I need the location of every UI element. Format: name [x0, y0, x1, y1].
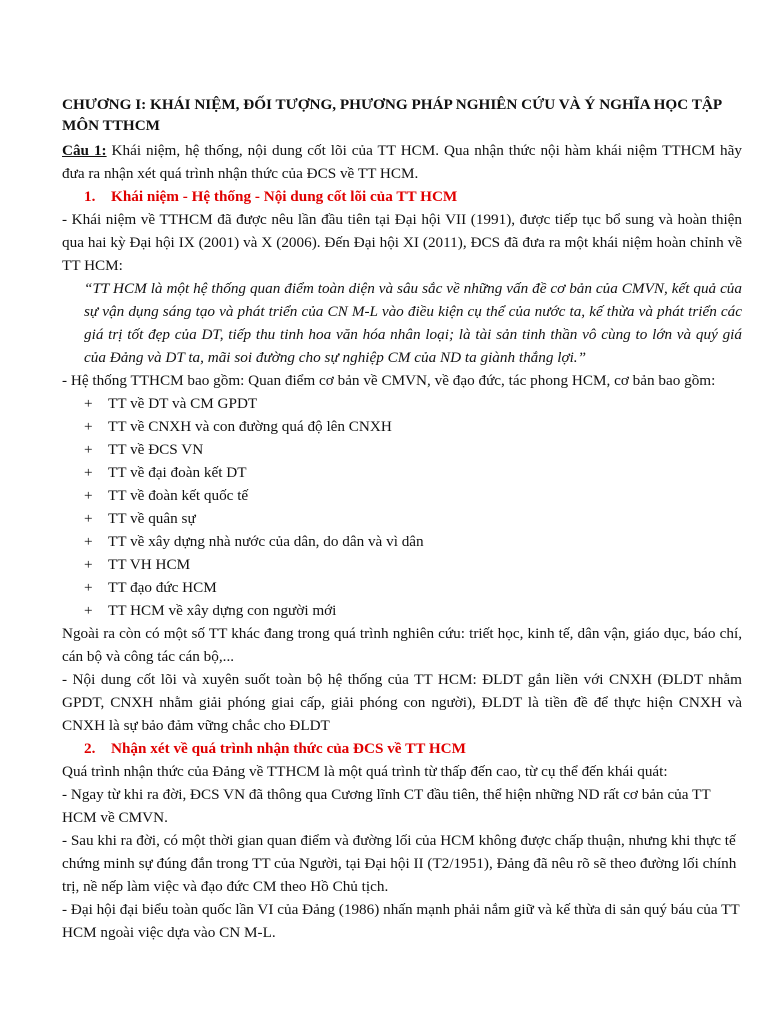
list-item	[62, 461, 742, 484]
other-topics-paragraph: Ngoài ra còn có một số TT khác đang trong quá trình nghiên cứu: triết học, kinh tế, dân vận, giáo dục, báo chí, cán bộ và công tác cán bộ,...	[62, 625, 742, 665]
bullet-symbol: +	[84, 395, 93, 412]
section-2-title: Nhận xét về quá trình nhận thức của ĐCS về TT HCM	[111, 740, 466, 757]
topic-list	[62, 392, 742, 622]
list-item	[62, 392, 742, 415]
topic-text: TT về đoàn kết quốc tế	[108, 487, 249, 504]
bullet-symbol: +	[84, 464, 93, 481]
topic-text: TT đạo đức HCM	[108, 579, 217, 596]
concept-definition-quote: “TT HCM là một hệ thống quan điểm toàn diện và sâu sắc về những vấn đề cơ bản của CMVN, kết quả của sự vận dụng sáng tạo và phát triển của CN M-L vào điều kiện cụ thể của nước ta, kế thừa và phát triển các giá trị tốt đẹp của DT, tiếp thu tinh hoa văn hóa nhân loại; là tài sản tinh thần vô cùng to lớn và quý giá của Đảng và DT ta, mãi soi đường cho sự nghiệp CM của ND ta giành thắng lợi.”	[84, 280, 742, 366]
section-2-heading	[62, 737, 742, 760]
chapter-title: CHƯƠNG I: KHÁI NIỆM, ĐỐI TƯỢNG, PHƯƠNG PHÁP NGHIÊN CỨU VÀ Ý NGHĨA HỌC TẬP MÔN TTHCM	[62, 96, 722, 134]
list-item	[62, 438, 742, 461]
concept-intro: - Khái niệm về TTHCM đã được nêu lần đầu tiên tại Đại hội VII (1991), được tiếp tục bổ sung và hoàn thiện qua hai kỳ Đại hội IX (2001) và X (2006). Đến Đại hội XI (2011), ĐCS đã đưa ra một khái niệm hoàn chỉnh về TT HCM:	[62, 211, 742, 274]
section-2-number: 2.	[84, 740, 96, 757]
assessment-point: - Đại hội đại biểu toàn quốc lần VI của Đảng (1986) nhấn mạnh phải nắm giữ và kế thừa di sản quý báu của TT HCM ngoài việc dựa vào CN M-L.	[62, 901, 740, 941]
core-content-paragraph: - Nội dung cốt lõi và xuyên suốt toàn bộ hệ thống của TT HCM: ĐLDT gắn liền với CNXH (ĐLDT nhằm GPDT, CNXH nhằm giải phóng giai cấp, giải phóng con người), ĐLDT là tiền đề để thực hiện CNXH và CNXH là sự bảo đảm vững chắc cho ĐLDT	[62, 671, 742, 734]
question-1	[62, 139, 742, 185]
list-item	[62, 507, 742, 530]
topic-text: TT HCM về xây dựng con người mới	[108, 602, 337, 619]
bullet-symbol: +	[84, 487, 93, 504]
bullet-symbol: +	[84, 418, 93, 435]
assessment-intro: Quá trình nhận thức của Đảng về TTHCM là một quá trình từ thấp đến cao, từ cụ thể đến khái quát:	[62, 763, 668, 780]
list-item	[62, 530, 742, 553]
bullet-symbol: +	[84, 579, 93, 596]
topic-text: TT về quân sự	[108, 510, 196, 527]
bullet-symbol: +	[84, 510, 93, 527]
list-item	[62, 415, 742, 438]
list-item	[62, 553, 742, 576]
topic-text: TT về xây dựng nhà nước của dân, do dân và vì dân	[108, 533, 424, 550]
question-label: Câu 1:	[62, 142, 107, 159]
question-text: Khái niệm, hệ thống, nội dung cốt lõi của TT HCM. Qua nhận thức nội hàm khái niệm TTHCM hãy đưa ra nhận xét quá trình nhận thức của ĐCS về TT HCM.	[62, 142, 742, 182]
bullet-symbol: +	[84, 602, 93, 619]
system-intro: - Hệ thống TTHCM bao gồm: Quan điểm cơ bản về CMVN, về đạo đức, tác phong HCM, cơ bản bao gồm:	[62, 372, 716, 389]
assessment-point: - Ngay từ khi ra đời, ĐCS VN đã thông qua Cương lĩnh CT đầu tiên, thể hiện những ND rất cơ bản của TT HCM về CMVN.	[62, 786, 711, 826]
list-item	[62, 484, 742, 507]
list-item	[62, 576, 742, 599]
bullet-symbol: +	[84, 441, 93, 458]
section-1-heading	[62, 185, 742, 208]
bullet-symbol: +	[84, 533, 93, 550]
section-1-title: Khái niệm - Hệ thống - Nội dung cốt lõi của TT HCM	[111, 188, 458, 205]
assessment-point: - Sau khi ra đời, có một thời gian quan điểm và đường lối của HCM không được chấp thuận, nhưng khi thực tế chứng minh sự đúng đắn trong TT của Người, tại Đại hội II (T2/1951), Đảng đã nêu rõ sẽ theo đường lối chính trị, nề nếp làm việc và đạo đức CM theo Hồ Chủ tịch.	[62, 832, 737, 895]
section-1-number: 1.	[84, 188, 96, 205]
topic-text: TT về DT và CM GPDT	[108, 395, 258, 412]
list-item	[62, 599, 742, 622]
bullet-symbol: +	[84, 556, 93, 573]
topic-text: TT về ĐCS VN	[108, 441, 204, 458]
topic-text: TT về CNXH và con đường quá độ lên CNXH	[108, 418, 392, 435]
topic-text: TT về đại đoàn kết DT	[108, 464, 247, 481]
topic-text: TT VH HCM	[108, 556, 191, 573]
